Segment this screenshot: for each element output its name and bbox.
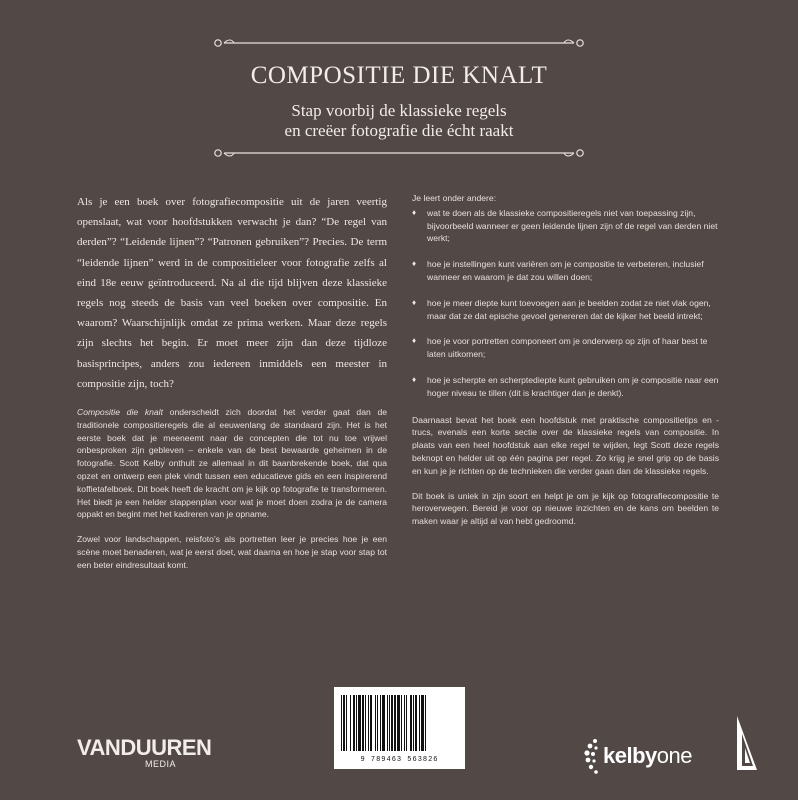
barcode-bar xyxy=(415,695,417,751)
diamond-bullet-icon: ♦ xyxy=(412,259,417,269)
barcode-bar xyxy=(394,695,396,751)
learn-list xyxy=(412,207,719,400)
barcode-bar xyxy=(353,695,355,751)
barcode-bar xyxy=(382,695,385,751)
barcode-bar xyxy=(368,695,369,751)
barcode-bar xyxy=(425,695,426,751)
barcode-bar xyxy=(358,695,361,751)
barcode-bars xyxy=(341,695,458,751)
barcode-bar xyxy=(410,695,412,751)
right-column xyxy=(412,192,719,540)
book-title: COMPOSITIE DIE KNALT xyxy=(250,62,548,89)
barcode xyxy=(334,687,465,769)
barcode-bar xyxy=(404,695,405,751)
kelby-dots-icon xyxy=(583,737,601,777)
book-subtitle xyxy=(0,101,798,141)
list-item xyxy=(412,374,719,400)
publisher-name: VANDUUREN xyxy=(77,735,212,760)
barcode-bar xyxy=(375,695,376,751)
barcode-bar xyxy=(401,695,402,751)
list-item xyxy=(412,335,719,361)
corner-triangle-icon xyxy=(735,714,761,772)
publisher-sub: MEDIA xyxy=(145,759,177,769)
list-item xyxy=(412,207,719,245)
kelbyone-wordmark xyxy=(603,743,692,769)
diamond-bullet-icon: ♦ xyxy=(412,207,417,217)
barcode-bar xyxy=(365,695,366,751)
barcode-bar xyxy=(350,695,351,751)
list-item xyxy=(412,297,719,323)
list-item-text: hoe je voor portretten componeert om je onderwerp op zijn of haar best te laten uitkomen; xyxy=(427,336,708,360)
barcode-bar xyxy=(346,695,347,751)
diamond-bullet-icon: ♦ xyxy=(412,297,417,307)
list-item-text: hoe je scherpte en scherptediepte kunt gebruiken om je compositie naar een hoger niveau te tillen (dit is krachtiger dan je denkt). xyxy=(427,374,719,398)
barcode-bar xyxy=(370,695,372,751)
barcode-number: 9 789463 563826 xyxy=(360,756,439,764)
list-item-text: wat te doen als de klassieke compositieregels niet van toepassing zijn, bijvoorbeeld wanneer er geen leidende lijnen zijn of de regel van derden niet werkt; xyxy=(427,207,718,244)
closing-paragraph: Dit boek is uniek in zijn soort en helpt je om je kijk op fotografiecompositie te heroverwegen. Bereid je voor op nieuwe inzichten en de kans om beelden te maken waar je altijd al van hebt gedroomd. xyxy=(412,490,719,527)
bottom-ornament xyxy=(210,146,588,160)
barcode-bar xyxy=(387,695,388,751)
description-paragraph xyxy=(77,406,387,521)
barcode-bar xyxy=(380,695,381,751)
barcode-bar xyxy=(413,695,414,751)
barcode-bar xyxy=(362,695,364,751)
subtitle-line-1: Stap voorbij de klassieke regels xyxy=(291,101,507,120)
barcode-bar xyxy=(389,695,390,751)
left-column xyxy=(77,192,387,584)
list-item xyxy=(412,258,719,284)
extra-chapter-paragraph: Daarnaast bevat het boek een hoofdstuk met praktische compositietips en -trucs, evenals een korte sectie over de klassieke regels van compositie. In plaats van een heel hoofdstuk aan elke regel te wijden, legt Scott deze regels beknopt en helder uit op één pagina per regel. Zo krijg je snel grip op de basis en kun je je richten op de technieken die verder gaan dan de klassieke regels. xyxy=(412,414,719,476)
brand-light: one xyxy=(656,743,692,768)
diamond-bullet-icon: ♦ xyxy=(412,336,417,346)
barcode-bar xyxy=(343,695,345,751)
barcode-bar xyxy=(356,695,357,751)
barcode-bar xyxy=(341,695,342,751)
top-ornament xyxy=(210,36,588,50)
publisher-logo xyxy=(77,737,211,769)
barcode-bar xyxy=(406,695,407,751)
intro-paragraph: Als je een boek over fotografiecompositie uit de jaren veertig openslaat, wat voor hoofdstukken verwacht je dan? “De regel van derden”? “Leidende lijnen”? “Patronen gebruiken”? Precies. De term “leidende lijnen” werd in de compositieleer voor fotografie zelfs al eind 18e eeuw geïntroduceerd. Na al die tijd blijven deze klassieke regels nog steeds de basis van veel boeken over compositie. En waarom? Waarschijnlijk omdat ze prima werken. Maar deze regels zijn slechts het begin. Er moet meer zijn dan deze tijdloze basisprincipes, anders zou iedereen inmiddels een meester in compositie zijn, toch? xyxy=(77,196,387,390)
list-item-text: hoe je meer diepte kunt toevoegen aan je beelden zodat ze niet vlak ogen, maar dat ze dat epische gevoel genereren dat de kijker het beeld intrekt; xyxy=(427,297,711,321)
description-paragraph-text: onderscheidt zich doordat het verder gaat dan de traditionele compositieregels die al eeuwenlang de standaard zijn. Het is het eerste boek dat je meeneemt naar de concepten die tot nu toe vrijwel onbesproken zijn gebleven – enkele van de best bewaarde geheimen in de fotografie. Scott Kelby onthult ze allemaal in dit baanbrekende boek, dat qua opzet en ontwerp een plek vindt tussen een educatieve gids en een inspirerend koffietafelboek. Dit boek heeft de kracht om je kijk op fotografie te transformeren. Het biedt je een helder stappenplan voor wat je moet doen zodra je de camera oppakt en begint met het kadreren van je opname. xyxy=(77,407,388,520)
barcode-bar xyxy=(377,695,378,751)
topics-paragraph: Zowel voor landschappen, reisfoto’s als portretten leer je precies hoe je een scène moet benaderen, wat je eerst doet, wat daarna en hoe je stap voor stap tot een beter eindresultaat komt. xyxy=(77,534,387,570)
barcode-bar xyxy=(419,695,420,751)
list-item-text: hoe je instellingen kunt variëren om je compositie te verbeteren, inclusief wanneer en waarom je dat zou willen doen; xyxy=(427,259,704,282)
barcode-bar xyxy=(391,695,393,751)
subtitle-line-2: en creëer fotografie die écht raakt xyxy=(284,121,514,140)
diamond-bullet-icon: ♦ xyxy=(412,374,417,384)
barcode-bar xyxy=(421,695,424,751)
brand-bold: kelby xyxy=(603,743,657,768)
learn-intro: Je leert onder andere: xyxy=(412,193,497,203)
book-title-italic: Compositie die knalt xyxy=(77,407,163,418)
barcode-bar xyxy=(397,695,400,751)
